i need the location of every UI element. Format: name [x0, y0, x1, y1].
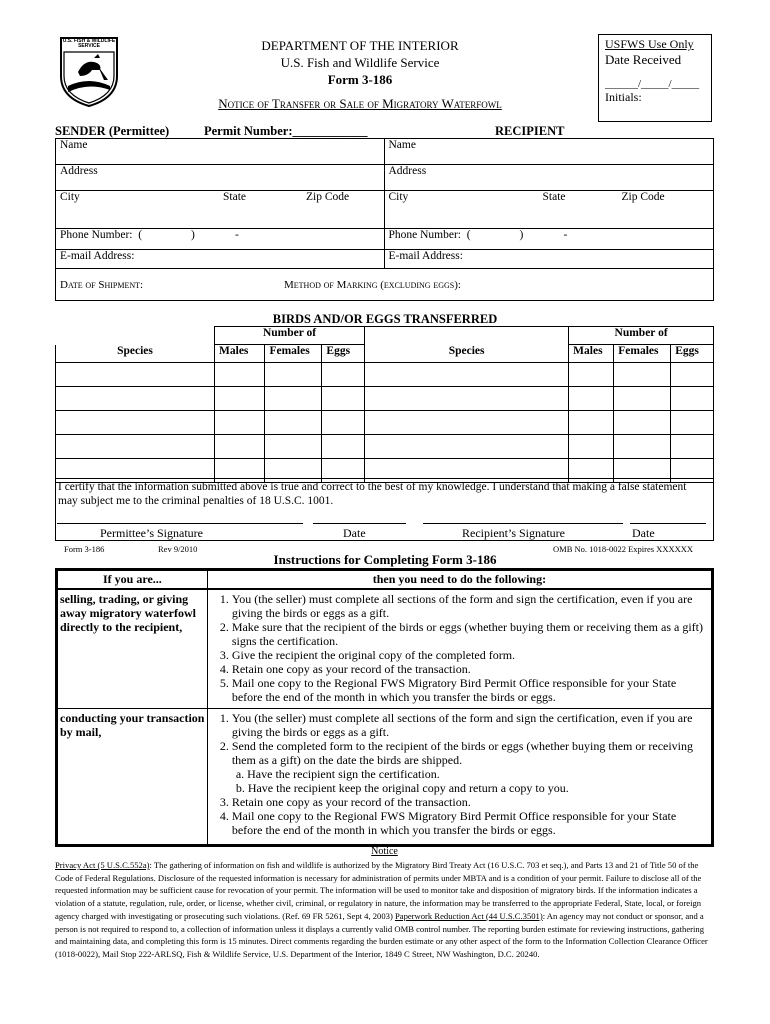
step-item: 2. Make sure that the recipient of the birds or eggs (whether buying them or receiving them as a gift) signs the certification.	[232, 620, 709, 648]
step-item: 3. Give the recipient the original copy of the completed form.	[232, 648, 709, 662]
number-of-label-left: Number of	[215, 327, 365, 345]
condition-direct: selling, trading, or giving away migratory waterfowl directly to the recipient,	[58, 589, 208, 708]
birds-entry-row	[56, 435, 714, 459]
step-item: 5. Mail one copy to the Regional FWS Migratory Bird Permit Office responsible for your State before the end of the month in which you transfer the birds or eggs.	[232, 676, 709, 704]
recipient-address-field[interactable]: Address	[384, 165, 714, 191]
recipient-signature-label: Recipient’s Signature	[462, 526, 565, 540]
birds-entry-row	[56, 387, 714, 411]
recipient-heading: RECIPIENT	[495, 124, 565, 138]
sender-phone-field[interactable]: Phone Number: ( ) -	[56, 229, 385, 250]
date-received-label: Date Received	[605, 52, 682, 67]
males-header-right: Males	[569, 345, 614, 363]
logo-text: U.S. FISH & WILDLIFE SERVICE	[62, 38, 116, 49]
birds-entry-row	[56, 411, 714, 435]
omb-number: OMB No. 1018-0022 Expires XXXXXX	[553, 544, 694, 554]
eggs-header-left: Eggs	[322, 345, 365, 363]
permittee-signature-line[interactable]	[57, 523, 303, 524]
then-do-header: then you need to do the following:	[207, 571, 711, 590]
birds-table	[55, 326, 714, 483]
form-title: Notice of Transfer or Sale of Migratory Waterfowl	[218, 96, 502, 111]
step-item: 1. You (the seller) must complete all sections of the form and sign the certification, even if you are giving the birds or eggs as a gift.	[232, 711, 709, 739]
instructions-table	[57, 570, 712, 845]
recipient-date-label: Date	[632, 526, 655, 540]
sender-heading: SENDER (Permittee)	[55, 124, 170, 138]
recipient-date-line[interactable]	[630, 523, 706, 524]
service-line: U.S. Fish and Wildlife Service	[280, 55, 440, 70]
number-of-label-right: Number of	[569, 327, 714, 345]
paperwork-act-text: : An agency may not conduct or sponsor, and a person is not required to respond to, a collection of information unless it displays a currently valid OMB control number. The reporting burden estimate for reviewing instructions, gathering and maintaining data, and completing this form is 15 minutes. Direct comments regarding the burden estimate or any other aspect of the form to the Information Collection Clearance Officer (1018-0022), Mail Stop 222-ARLSQ, Fish & Wildlife Service, U.S. Department of the Interior, 1849 C Street, NW Washington, D.C. 20240.	[55, 910, 708, 959]
sender-recipient-table	[55, 138, 714, 301]
agency-line: DEPARTMENT OF THE INTERIOR	[261, 38, 459, 53]
privacy-act-label: Privacy Act (5 U.S.C.552a)	[55, 860, 150, 870]
step-item: 1. You (the seller) must complete all sections of the form and sign the certification, even if you are giving the birds or eggs as a gift.	[232, 592, 709, 620]
permittee-date-label: Date	[343, 526, 366, 540]
females-header-right: Females	[614, 345, 671, 363]
step-item: 4. Mail one copy to the Regional FWS Migratory Bird Permit Office responsible for your State before the end of the month in which you transfer the birds or eggs.	[232, 809, 709, 837]
steps-mail	[207, 708, 711, 844]
step-item: 4. Retain one copy as your record of the transaction.	[232, 662, 709, 676]
condition-mail: conducting your transaction by mail,	[58, 708, 208, 844]
recipient-name-field[interactable]: Name	[384, 139, 714, 165]
birds-title: BIRDS AND/OR EGGS TRANSFERRED	[272, 312, 498, 326]
certification-text: I certify that the information submitted above is true and correct to the best of my knowledge. I understand that making a false statement may subject me to the criminal penalties of 18 U.S.C. 1001.	[58, 481, 687, 507]
sender-name-field[interactable]: Name	[56, 139, 385, 165]
notice-body	[55, 859, 715, 961]
recipient-phone-field[interactable]: Phone Number: ( ) -	[384, 229, 714, 250]
method-of-marking-label: Method of Marking (excluding eggs):	[284, 278, 461, 291]
recipient-city-state-zip[interactable]: City State Zip Code	[384, 191, 714, 229]
steps-direct	[207, 589, 711, 708]
fws-logo	[58, 36, 120, 108]
initials-label: Initials:	[605, 90, 642, 104]
permit-number-field[interactable]: Permit Number:____________	[204, 124, 368, 138]
females-header-left: Females	[265, 345, 322, 363]
permittee-signature-label: Permittee’s Signature	[100, 526, 203, 540]
substep-item: a. Have the recipient sign the certification.	[235, 766, 440, 781]
form-number: Form 3-186	[327, 72, 393, 87]
form-id: Form 3-186	[64, 544, 105, 554]
usfws-use-box	[598, 34, 712, 122]
species-header-left: Species	[56, 345, 215, 363]
males-header-left: Males	[215, 345, 265, 363]
use-box-title: USFWS Use Only	[605, 37, 694, 51]
date-of-shipment-label: Date of Shipment:	[60, 278, 144, 291]
substep-item: b. Have the recipient keep the original copy and return a copy to you.	[235, 780, 569, 795]
sender-address-field[interactable]: Address	[56, 165, 385, 191]
sender-email-field[interactable]: E-mail Address:	[56, 250, 385, 269]
species-header-right: Species	[365, 345, 569, 363]
paperwork-act-label: Paperwork Reduction Act (44 U.S.C.3501)	[394, 910, 543, 921]
form-rev: Rev 9/2010	[158, 544, 198, 554]
notice-title: Notice	[371, 846, 398, 857]
step-item: 3. Retain one copy as your record of the transaction.	[232, 795, 709, 809]
step-item: 2. Send the completed form to the recipient of the birds or eggs (whether buying them or receiving them as a gift) on the date the birds are shipped. a. Have the recipient sign the certification. b. Have the recipient keep the original copy and return a copy to you.	[232, 739, 709, 795]
if-you-are-header: If you are...	[58, 571, 208, 590]
sender-city-state-zip[interactable]: City State Zip Code	[56, 191, 385, 229]
privacy-act-text: : The gathering of information on fish and wildlife is authorized by the Migratory Bird Treaty Act (16 U.S.C. 703 et seq.), and Parts 13 and 21 of Title 50 of the Code of Federal Regulations. Disclosure of the requested information is necessary for administration of permits under MBTA and is a condition of your permit. Failure to disclose all of the requested information may be sufficient cause for revocation of your permit. The information will be used to monitor take and disposition of migratory birds. If the information indicates a violation of a statute, regulation, rule, order, or license, whether civil, criminal, or regulatory in nature, the information may be transferred to the appropriate Federal, State, local, or foreign agency charged with investigating or prosecuting such violations. (Ref. 69 FR 5261, Sept 4, 2003)	[55, 860, 702, 921]
instructions-title: Instructions for Completing Form 3-186	[273, 552, 497, 567]
recipient-signature-line[interactable]	[423, 523, 623, 524]
shipment-row[interactable]	[56, 269, 714, 301]
date-received-blank: ______/_____/_____	[605, 78, 700, 90]
eggs-header-right: Eggs	[671, 345, 714, 363]
recipient-email-field[interactable]: E-mail Address:	[384, 250, 714, 269]
birds-entry-row	[56, 363, 714, 387]
permittee-date-line[interactable]	[313, 523, 406, 524]
